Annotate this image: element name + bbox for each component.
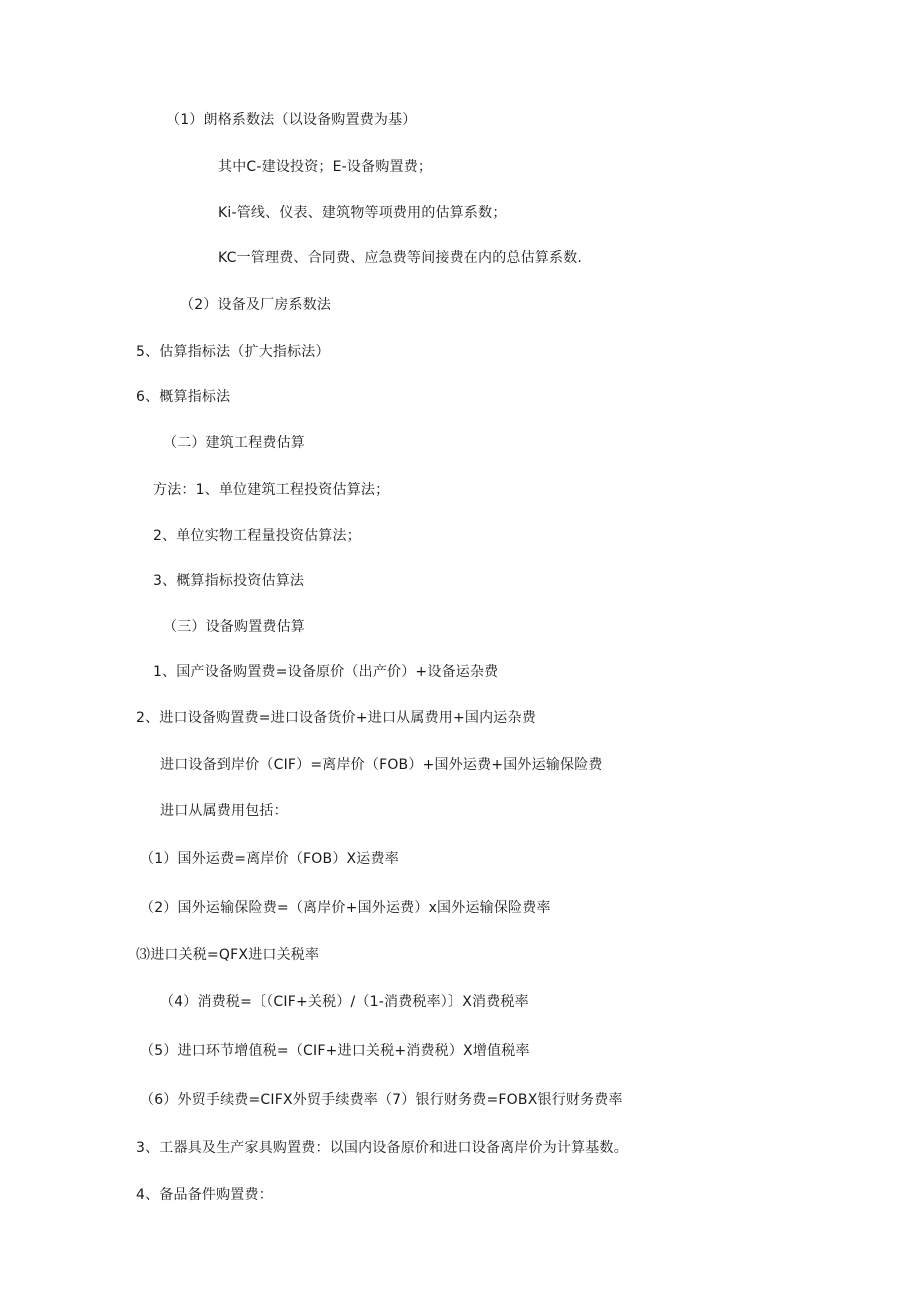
text-line-21: （5）进口环节增值税=（CIF+进口关税+消费税）X增值税率 [140, 1043, 530, 1059]
text-line-15: 进口设备到岸价（CIF）=离岸价（FOB）+国外运费+国外运输保险费 [160, 757, 603, 773]
text-line-8: （二）建筑工程费估算 [163, 435, 305, 451]
text-line-22: （6）外贸手续费=CIFX外贸手续费率（7）银行财务费=FOBX银行财务费率 [140, 1092, 623, 1108]
text-line-1: （1）朗格系数法（以设备购置费为基） [166, 112, 417, 128]
text-line-17: （1）国外运费=离岸价（FOB）X运费率 [140, 851, 399, 867]
text-line-9: 方法：1、单位建筑工程投资估算法； [153, 482, 390, 498]
text-line-7: 6、概算指标法 [136, 389, 231, 405]
text-line-4: KC一管理费、合同费、应急费等间接费在内的总估算系数. [218, 250, 583, 266]
text-line-12: （三）设备购置费估算 [163, 619, 305, 635]
text-line-13: 1、国产设备购置费=设备原价（出产价）+设备运杂费 [153, 664, 499, 680]
text-line-23: 3、工器具及生产家具购置费：以国内设备原价和进口设备离岸价为计算基数。 [136, 1140, 628, 1156]
text-line-19: ⑶进口关税=QFX进口关税率 [136, 947, 320, 963]
text-line-2: 其中C-建设投资；E-设备购置费； [218, 159, 433, 175]
text-line-6: 5、估算指标法（扩大指标法） [136, 344, 330, 360]
text-line-24: 4、备品备件购置费： [136, 1187, 273, 1203]
text-line-10: 2、单位实物工程量投资估算法； [153, 528, 361, 544]
text-line-20: （4）消费税=〔（CIF+关税）/（1-消费税率）〕X消费税率 [160, 994, 529, 1010]
text-line-11: 3、概算指标投资估算法 [153, 573, 305, 589]
text-line-3: Ki-管线、仪表、建筑物等项费用的估算系数； [218, 205, 507, 221]
text-line-5: （2）设备及厂房系数法 [180, 297, 332, 313]
text-line-14: 2、进口设备购置费=进口设备货价+进口从属费用+国内运杂费 [136, 710, 536, 726]
text-line-16: 进口从属费用包括： [160, 803, 288, 819]
text-line-18: （2）国外运输保险费=（离岸价+国外运费）x国外运输保险费率 [140, 900, 551, 916]
